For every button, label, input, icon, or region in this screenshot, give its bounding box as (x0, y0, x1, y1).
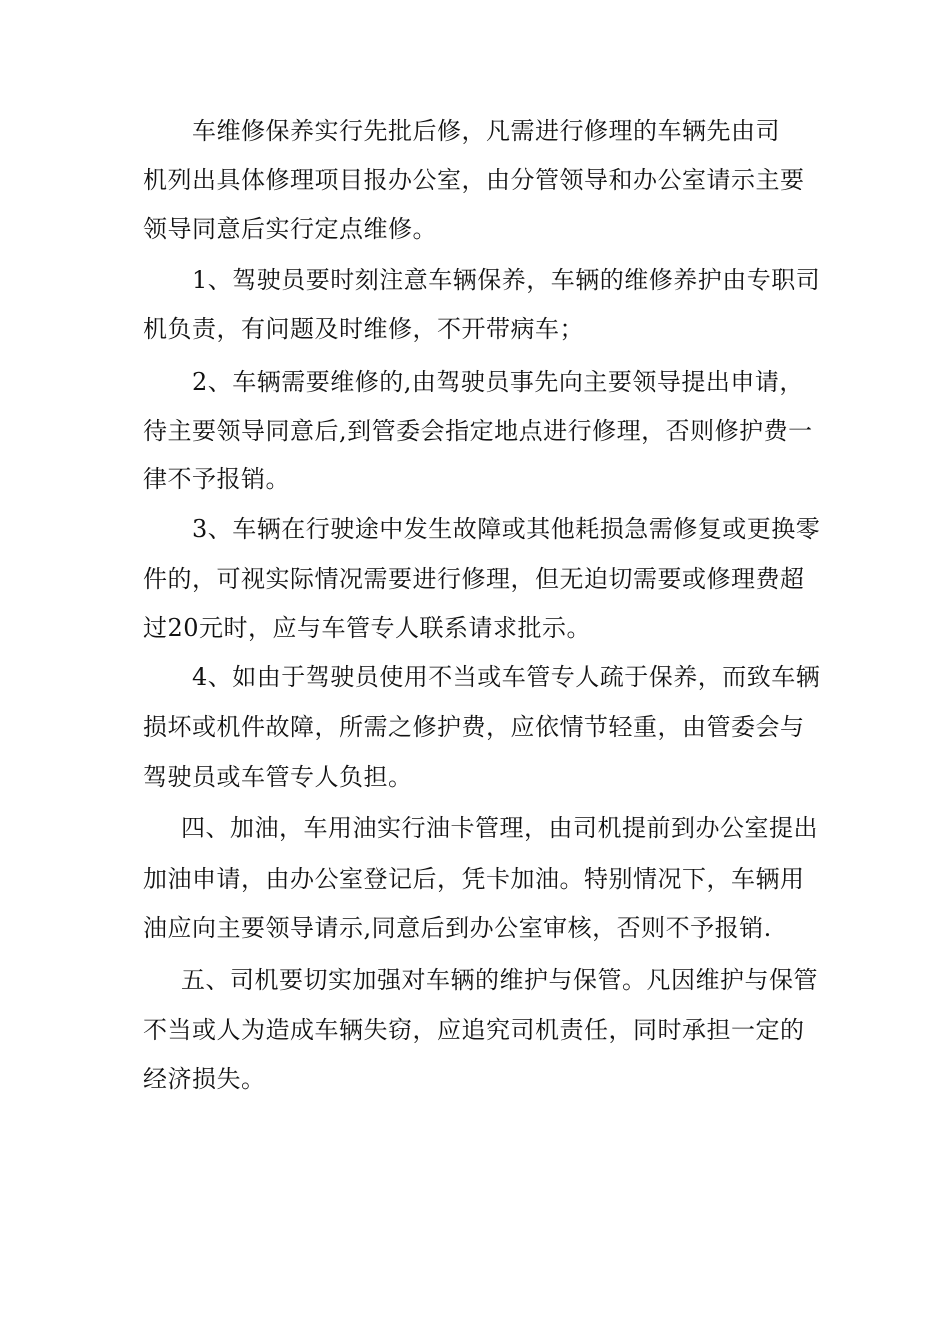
paragraph-line: 机负责，有问题及时维修，不开带病车； (143, 315, 584, 343)
paragraph-line: 五、司机要切实加强对车辆的维护与保管。凡因维护与保管 (181, 966, 818, 994)
paragraph-line: 件的，可视实际情况需要进行修理，但无迫切需要或修理费超 (143, 565, 805, 593)
paragraph-line: 加油申请，由办公室登记后，凭卡加油。特别情况下，车辆用 (143, 865, 805, 893)
paragraph-line: 损坏或机件故障，所需之修护费，应依情节轻重，由管委会与 (143, 713, 805, 741)
paragraph-line: 机列出具体修理项目报办公室，由分管领导和办公室请示主要 (143, 166, 805, 194)
paragraph-line: 4、如由于驾驶员使用不当或车管专人疏于保养，而致车辆 (192, 663, 821, 691)
paragraph-line: 不当或人为造成车辆失窃，应追究司机责任，同时承担一定的 (143, 1016, 805, 1044)
paragraph-line: 1、驾驶员要时刻注意车辆保养，车辆的维修养护由专职司 (192, 266, 821, 294)
paragraph-line: 驾驶员或车管专人负担。 (143, 763, 413, 791)
paragraph-line: 经济损失。 (143, 1065, 266, 1093)
paragraph-line: 待主要领导同意后,到管委会指定地点进行修理，否则修护费一 (143, 417, 813, 445)
paragraph-line: 四、加油，车用油实行油卡管理，由司机提前到办公室提出 (181, 814, 818, 842)
paragraph-line: 领导同意后实行定点维修。 (143, 215, 437, 243)
paragraph-line: 车维修保养实行先批后修，凡需进行修理的车辆先由司 (192, 117, 780, 145)
paragraph-line: 油应向主要领导请示,同意后到办公室审核，否则不予报销. (143, 914, 772, 942)
paragraph-line: 过20元时，应与车管专人联系请求批示。 (143, 614, 592, 642)
paragraph-line: 律不予报销。 (143, 465, 290, 493)
paragraph-line: 2、车辆需要维修的,由驾驶员事先向主要领导提出申请， (192, 368, 804, 396)
paragraph-line: 3、车辆在行驶途中发生故障或其他耗损急需修复或更换零 (192, 515, 821, 543)
